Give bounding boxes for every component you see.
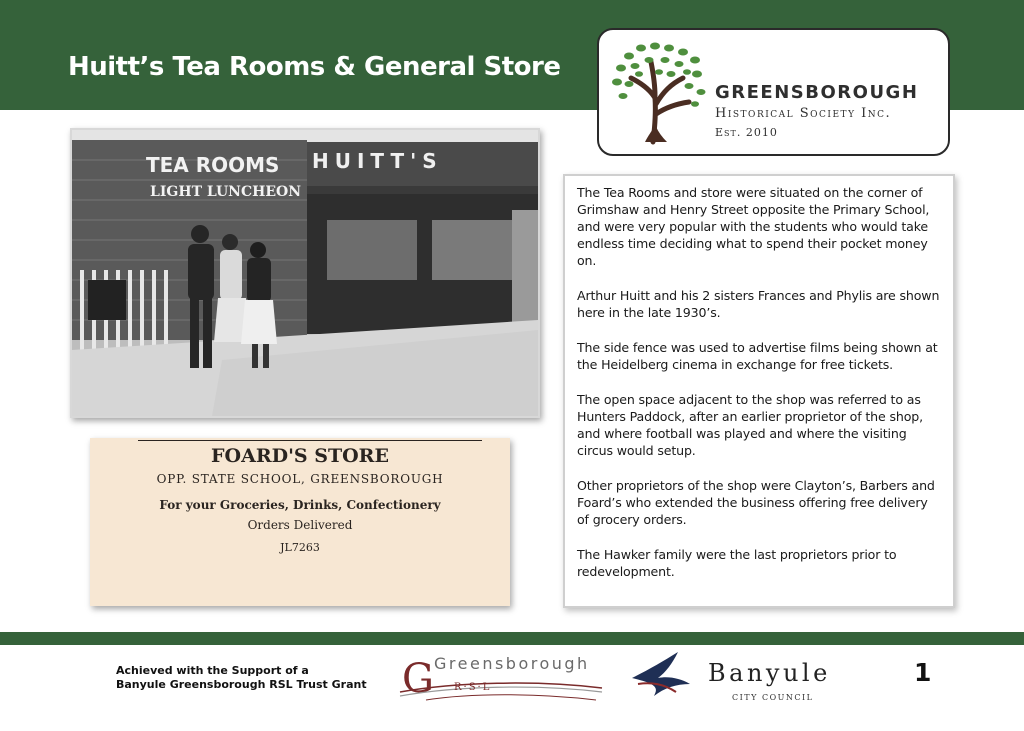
rsl-wordmark: Greensborough — [434, 654, 590, 673]
society-established: Est. 2010 — [715, 126, 778, 139]
story-paragraph: The Hawker family were the last proprietors prior to redevelopment. — [577, 547, 897, 579]
page-title: Huitt’s Tea Rooms & General Store — [68, 52, 561, 82]
historical-society-logo — [597, 28, 950, 156]
svg-text:G: G — [402, 656, 434, 702]
clipping-products: For your Groceries, Drinks, Confectionery — [159, 498, 441, 512]
sign-huitts: HUITT'S — [312, 149, 443, 173]
sign-light-luncheon: LIGHT LUNCHEON — [150, 184, 301, 200]
clipping-delivery: Orders Delivered — [247, 518, 353, 532]
tea-rooms-photo-illustration — [72, 130, 538, 416]
support-line-2: Banyule Greensborough RSL Trust Grant — [116, 678, 367, 691]
society-name: GREENSBOROUGH — [715, 82, 919, 103]
banyule-bird-icon — [628, 648, 704, 704]
story-paragraph: The Tea Rooms and store were situated on the corner of Grimshaw and Henry Street opposite the Primary School, and were very popular with the students who would take endless time deciding what to spend their pocket money on. — [577, 185, 930, 268]
banyule-wordmark: Banyule — [708, 659, 831, 687]
rsl-abbreviation: R·S·L — [454, 682, 492, 693]
clipping-phone: JL7263 — [280, 541, 320, 554]
banyule-subtitle: CITY COUNCIL — [732, 693, 814, 702]
clipping-address: OPP. STATE SCHOOL, GREENSBOROUGH — [156, 472, 444, 486]
footer-band — [0, 632, 1024, 645]
story-paragraph: Other proprietors of the shop were Clayton’s, Barbers and Foard’s who extended the business offering free delivery of grocery orders. — [577, 478, 935, 527]
society-subtitle: Historical Society Inc. — [715, 106, 892, 121]
support-statement — [116, 664, 367, 692]
story-paragraph: The side fence was used to advertise films being shown at the Heidelberg cinema in exchange for free tickets. — [577, 340, 938, 372]
clipping-title: FOARD'S STORE — [211, 445, 389, 467]
sign-tea-rooms: TEA ROOMS — [146, 153, 280, 177]
banyule-council-logo — [628, 648, 838, 708]
clipping-rule — [138, 440, 482, 441]
tree-icon — [609, 38, 709, 146]
page-number: 1 — [914, 658, 932, 687]
support-line-1: Achieved with the Support of a — [116, 664, 309, 677]
greensborough-rsl-logo — [396, 652, 606, 708]
story-panel — [563, 174, 955, 608]
story-paragraph: Arthur Huitt and his 2 sisters Frances and Phylis are shown here in the late 1930’s. — [577, 288, 940, 320]
newspaper-clipping — [90, 438, 510, 606]
historic-photo — [70, 128, 540, 418]
story-paragraph: The open space adjacent to the shop was referred to as Hunters Paddock, after an earlier proprietor of the shop, and where football was played and where the visiting circus would setup. — [577, 392, 923, 458]
